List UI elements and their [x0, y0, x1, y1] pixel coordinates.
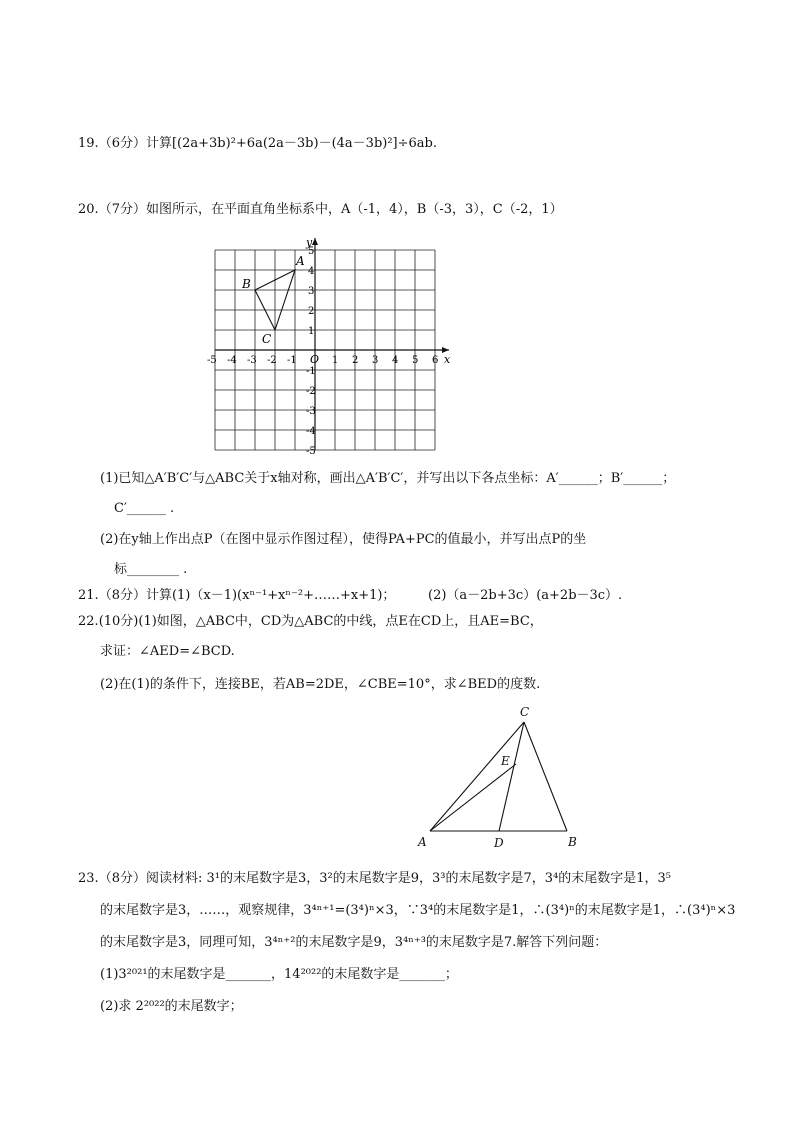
- q22-line1: (1)如图，△ABC中，CD为△ABC的中线，点E在CD上，且AE=BC，: [138, 614, 543, 629]
- question-number: 21.: [78, 588, 99, 603]
- x-tick-label: -4: [227, 355, 237, 366]
- y-tick-label: -5: [306, 446, 316, 457]
- q20-part1-line2: C′______ .: [114, 501, 175, 516]
- q22-line3: (2)在(1)的条件下，连接BE，若AB=2DE，∠CBE=10°，求∠BED的度数.: [100, 677, 541, 692]
- segment-ae: [430, 764, 516, 831]
- label-d: D: [494, 836, 504, 850]
- question-21: [78, 587, 395, 605]
- y-tick-label: -2: [306, 386, 316, 397]
- point-label-a: A: [296, 254, 305, 268]
- x-tick-label: 1: [332, 355, 339, 366]
- x-tick-label: 4: [392, 355, 399, 366]
- question-22: [78, 613, 543, 631]
- y-tick-labels: [306, 246, 316, 457]
- x-tick-label: -3: [247, 355, 257, 366]
- y-tick-label: 4: [308, 266, 315, 277]
- q23-line1: 阅读材料: 3¹的末尾数字是3，3²的末尾数字是9，3³的末尾数字是7，3⁴的末尾数字是1，3⁵: [145, 871, 671, 886]
- label-e: E: [501, 754, 510, 768]
- q21-part1: 计算(1)（x－1)(xⁿ⁻¹+xⁿ⁻²+……+x+1)；: [145, 588, 396, 603]
- segment-cd: [499, 722, 524, 831]
- question-number: 22.: [78, 614, 99, 629]
- question-score: （8分）: [98, 871, 146, 886]
- question-20: [78, 201, 563, 219]
- point-label-c: C: [262, 332, 272, 346]
- x-axis-label: x: [444, 353, 451, 366]
- y-tick-label: -1: [306, 366, 316, 377]
- triangle-figure: [410, 700, 590, 852]
- question-number: 20.: [78, 202, 99, 217]
- q23-part2: (2)求 2²⁰²²的末尾数字；: [100, 999, 243, 1014]
- x-tick-label: -2: [267, 355, 277, 366]
- question-text: 如图所示，在平面直角坐标系中，A（-1，4），B（-3，3），C（-2，1）: [145, 202, 563, 217]
- x-tick-label: 5: [412, 355, 419, 366]
- graph-axes: [215, 236, 451, 450]
- question-19: [78, 135, 437, 153]
- y-tick-label: 2: [308, 306, 315, 317]
- x-tick-label: 3: [372, 355, 379, 366]
- y-tick-label: 5: [308, 246, 315, 257]
- x-tick-labels: [207, 355, 438, 366]
- question-23: [78, 870, 671, 888]
- q22-line2: 求证：∠AED=∠BCD.: [100, 644, 235, 659]
- x-tick-label: 6: [432, 355, 439, 366]
- segment-ac: [430, 722, 524, 831]
- q23-line3: 的末尾数字是3，同理可知，3⁴ⁿ⁺²的末尾数字是9，3⁴ⁿ⁺³的末尾数字是7.解答下列问题：: [100, 935, 608, 950]
- label-c: C: [520, 705, 530, 719]
- origin-label: O: [310, 353, 320, 366]
- y-tick-label: -3: [306, 406, 316, 417]
- question-score: (10分): [98, 614, 139, 629]
- q21-part2: (2)（a－2b+3c）(a+2b－3c）.: [428, 588, 623, 603]
- segment-bc: [524, 722, 567, 831]
- question-number: 19.: [78, 136, 99, 151]
- q20-part2-line2: 标________ .: [114, 562, 188, 577]
- question-score: （7分）: [98, 202, 146, 217]
- q20-part2-line1: (2)在y轴上作出点P（在图中显示作图过程），使得PA+PC的值最小，并写出点P的坐: [100, 532, 587, 547]
- coordinate-graph: [207, 232, 470, 457]
- y-axis-arrow: [312, 238, 318, 245]
- q23-line2: 的末尾数字是3，……，观察规律，3⁴ⁿ⁺¹=(3⁴)ⁿ×3，∵3⁴的末尾数字是1，∴(3⁴)ⁿ的末尾数字是1，∴(3⁴)ⁿ×3: [100, 903, 736, 918]
- x-tick-label: -1: [287, 355, 297, 366]
- y-tick-label: 1: [308, 326, 315, 337]
- y-tick-label: 3: [308, 286, 315, 297]
- label-a: A: [418, 835, 427, 849]
- point-label-b: B: [242, 277, 251, 291]
- q20-part1-line1: (1)已知△A′B′C′与△ABC关于x轴对称，画出△A′B′C′，并写出以下各点坐标：A′______；B′______；: [100, 471, 676, 486]
- question-score: （8分）: [98, 588, 146, 603]
- y-axis-label: y: [306, 236, 313, 249]
- question-score: （6分）: [98, 136, 146, 151]
- q23-part1: (1)3²⁰²¹的末尾数字是_______，14²⁰²²的末尾数字是_______；: [100, 967, 458, 982]
- question-text: 计算[(2a+3b)²+6a(2a－3b)－(4a－3b)²]÷6ab.: [145, 136, 437, 151]
- x-tick-label: -5: [207, 355, 217, 366]
- y-tick-label: -4: [306, 426, 316, 437]
- x-tick-label: 2: [352, 355, 359, 366]
- label-b: B: [568, 835, 577, 849]
- question-number: 23.: [78, 871, 99, 886]
